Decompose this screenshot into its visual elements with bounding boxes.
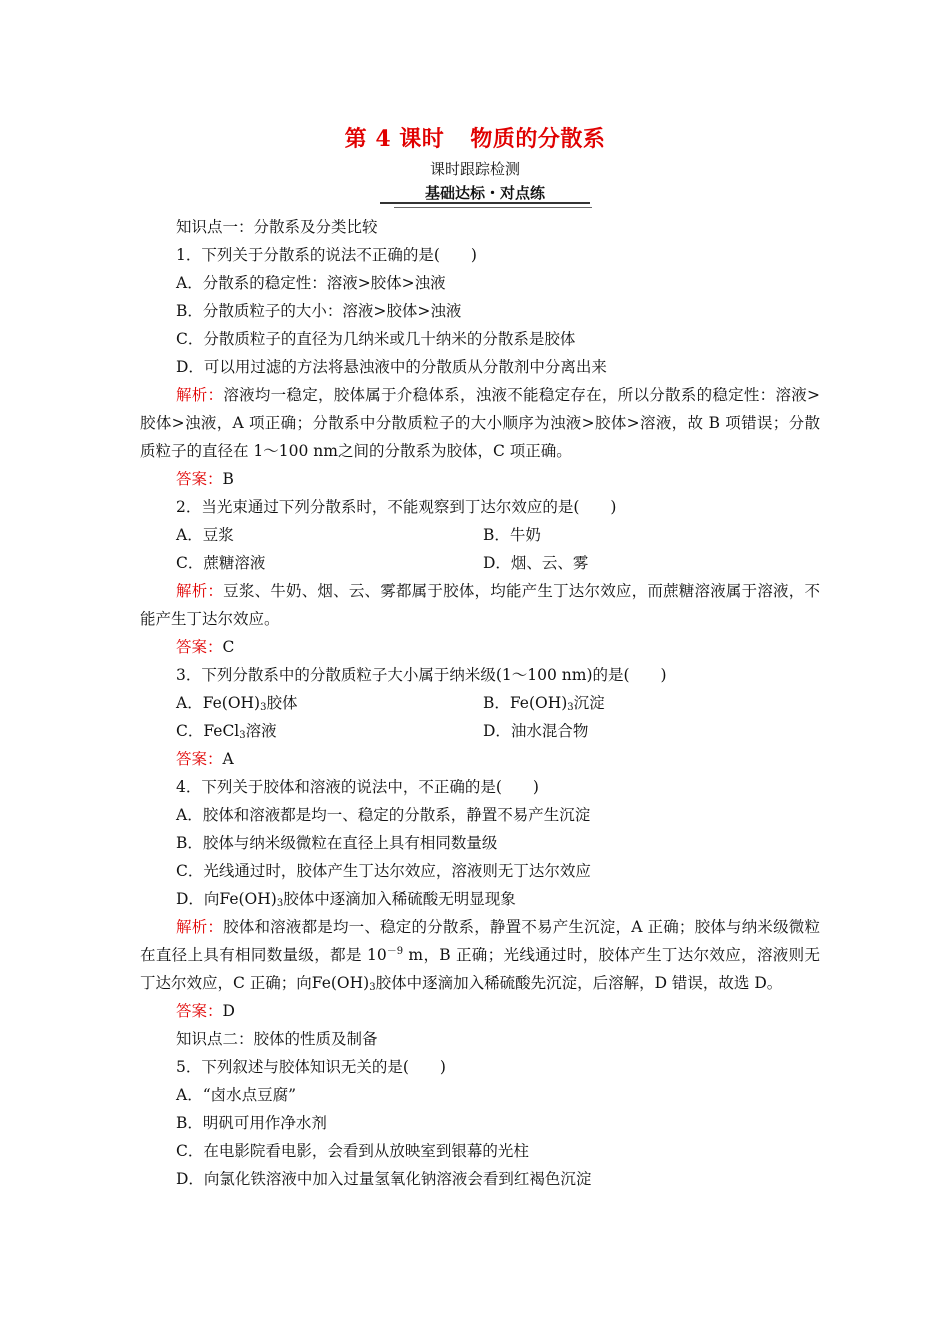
q1-option-c: C．分散质粒子的直径为几纳米或几十纳米的分散系是胶体	[176, 330, 576, 348]
answer-label: 答案：	[176, 1002, 223, 1020]
q3-b-formula: B．Fe(OH)	[483, 694, 568, 712]
q4-analysis-part-3: 胶体中逐滴加入稀硫酸先沉淀，后溶解，D 错误，故选 D。	[375, 974, 783, 992]
analysis-label: 解析：	[176, 582, 224, 600]
q4-d-text: 胶体中逐滴加入稀硫酸无明显现象	[283, 890, 516, 908]
q4-analysis-exponent: －9	[386, 946, 404, 957]
q1-analysis	[140, 381, 820, 465]
q4-option-d	[140, 885, 820, 913]
q3-stem: 3．下列分散系中的分散质粒子大小属于纳米级(1～100 nm)的是( )	[176, 666, 667, 684]
q3-answer-value: A	[222, 750, 234, 768]
q3-options-row-1	[140, 689, 820, 717]
analysis-label: 解析：	[176, 386, 224, 404]
q4-stem: 4．下列关于胶体和溶液的说法中，不正确的是( )	[176, 778, 539, 796]
q4-analysis-part-1: 胶体和溶液都是均一、稳定的分散系，静置不易产生沉淀，A 正确；胶体与纳米级微粒在直径上具有相同数量级，都是 10	[140, 918, 820, 964]
analysis-label: 解析：	[176, 918, 224, 936]
page-title	[0, 122, 950, 153]
q4-option-c: C．光线通过时，胶体产生丁达尔效应，溶液则无丁达尔效应	[176, 862, 591, 880]
q3-option-b	[483, 689, 790, 717]
q5-option-c: C．在电影院看电影，会看到从放映室到银幕的光柱	[176, 1142, 529, 1160]
q2-option-c: C．蔗糖溶液	[176, 554, 266, 572]
q2-stem: 2．当光束通过下列分散系时，不能观察到丁达尔效应的是( )	[176, 498, 617, 516]
lesson-topic: 物质的分散系	[470, 126, 606, 152]
q3-answer	[140, 745, 820, 773]
answer-label: 答案：	[176, 470, 223, 488]
q3-option-c	[176, 717, 483, 745]
q4-option-b: B．胶体与纳米级微粒在直径上具有相同数量级	[176, 834, 498, 852]
q3-c-subscript: 3	[239, 730, 246, 741]
section-banner	[380, 182, 590, 204]
q2-option-b: B．牛奶	[483, 526, 541, 544]
q3-a-text: 胶体	[266, 694, 298, 712]
section-heading-1: 知识点一：分散系及分类比较	[176, 218, 378, 236]
q5-option-d: D．向氯化铁溶液中加入过量氢氧化钠溶液会看到红褐色沉淀	[176, 1170, 592, 1188]
q4-d-subscript: 3	[276, 898, 284, 909]
q3-options-row-2	[140, 717, 820, 745]
banner-underline-shadow	[394, 207, 592, 208]
q3-c-formula: C．FeCl	[176, 722, 240, 740]
q4-analysis-part-2: m，B 正确；光线通过时，胶体产生丁达尔效应，溶液则无丁达尔效应，C 正确；向Fe(OH)	[140, 946, 820, 992]
q1-option-a: A．分散系的稳定性：溶液>胶体>浊液	[176, 274, 446, 292]
answer-label: 答案：	[176, 750, 223, 768]
q3-a-formula: A．Fe(OH)	[176, 694, 261, 712]
q4-analysis	[140, 913, 820, 997]
q3-b-subscript: 3	[567, 702, 574, 713]
banner-underline	[380, 202, 590, 204]
section-heading-2: 知识点二：胶体的性质及制备	[176, 1030, 378, 1048]
q1-option-b: B．分散质粒子的大小：溶液>胶体>浊液	[176, 302, 462, 320]
q4-answer	[140, 997, 820, 1025]
q2-analysis	[140, 577, 820, 633]
lesson-number: 第 4 课时	[344, 126, 445, 152]
q5-option-a: A．“卤水点豆腐”	[176, 1086, 297, 1104]
q2-options-row-2	[140, 549, 820, 577]
q3-c-text: 溶液	[245, 722, 277, 740]
answer-label: 答案：	[176, 638, 223, 656]
q2-option-d: D．烟、云、雾	[483, 554, 589, 572]
q1-analysis-text: 溶液均一稳定，胶体属于介稳体系，浊液不能稳定存在，所以分散系的稳定性：溶液>胶体>浊液，A 项正确；分散系中分散质粒子的大小顺序为浊液>胶体>溶液，故 B 项错误；分散质粒子的直径在 1～100 nm之间的分散系为胶体，C 项正确。	[140, 386, 820, 460]
document-body	[140, 213, 820, 1193]
q1-stem: 1．下列关于分散系的说法不正确的是( )	[176, 246, 477, 264]
q2-analysis-text: 豆浆、牛奶、烟、云、雾都属于胶体，均能产生丁达尔效应，而蔗糖溶液属于溶液，不能产生丁达尔效应。	[140, 582, 820, 628]
q4-option-a: A．胶体和溶液都是均一、稳定的分散系，静置不易产生沉淀	[176, 806, 591, 824]
q2-options-row-1	[140, 521, 820, 549]
q5-stem: 5．下列叙述与胶体知识无关的是( )	[176, 1058, 446, 1076]
page-subtitle: 课时跟踪检测	[429, 160, 520, 178]
q3-option-a	[176, 689, 483, 717]
q4-answer-value: D	[222, 1002, 235, 1020]
q1-answer	[140, 465, 820, 493]
q5-option-b: B．明矾可用作净水剂	[176, 1114, 327, 1132]
q2-answer-value: C	[222, 638, 235, 656]
q1-option-d: D．可以用过滤的方法将悬浊液中的分散质从分散剂中分离出来	[176, 358, 607, 376]
q3-b-text: 沉淀	[573, 694, 605, 712]
banner-text: 基础达标・对点练	[424, 184, 545, 202]
q3-option-d: D．油水混合物	[483, 722, 589, 740]
q4-d-formula: D．向Fe(OH)	[176, 890, 277, 908]
q2-option-a: A．豆浆	[176, 526, 234, 544]
q1-answer-value: B	[222, 470, 234, 488]
q2-answer	[140, 633, 820, 661]
q4-analysis-subscript: 3	[369, 982, 376, 993]
q3-a-subscript: 3	[260, 702, 267, 713]
